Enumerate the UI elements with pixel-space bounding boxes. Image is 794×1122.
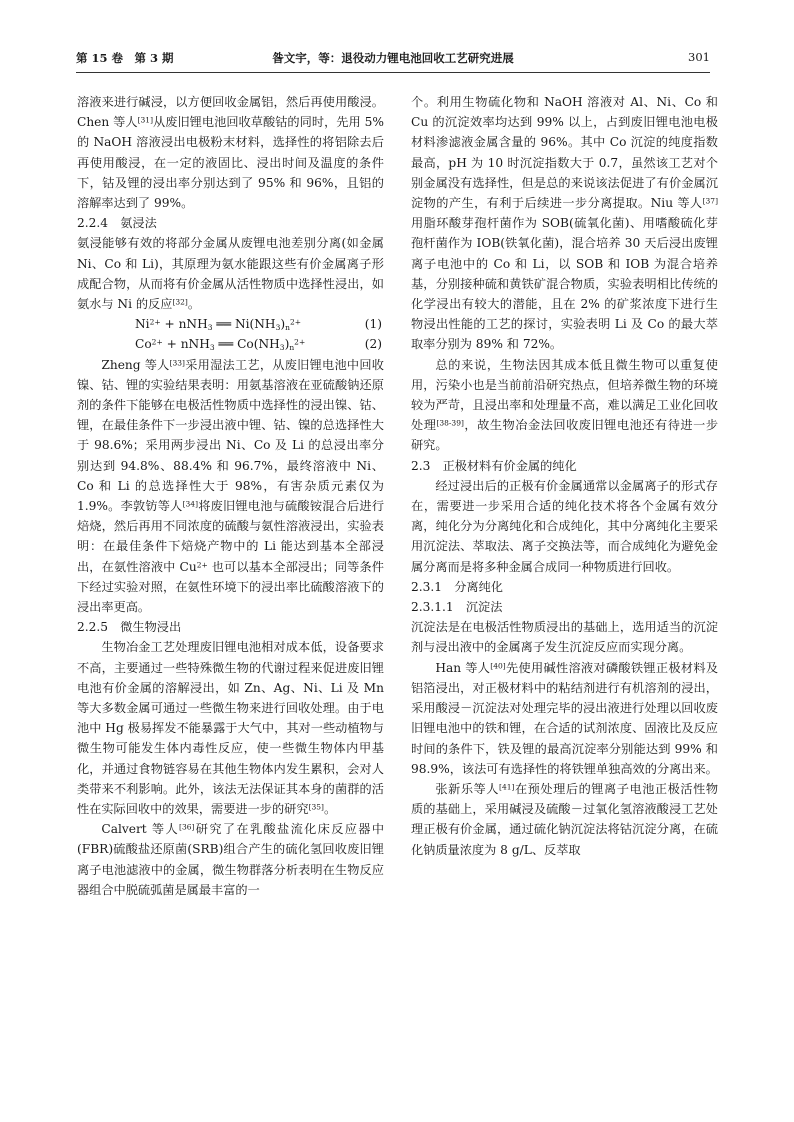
paragraph: 生物冶金工艺处理废旧锂电池相对成本低，设备要求不高，主要通过一些特殊微生物的代谢过程来促进废旧锂电池有价金属的溶解浸出，如 Zn、Ag、Ni、Li 及 Mn 等大多数金属可通过一些微生物来进行回收处理。由于电池中 Hg 极易挥发不能暴露于大气中，其对一些动植物与微生物可能发生体内毒性反应，使一些微生物体内甲基化，并通过食物链容易在其他生物体内发生累积，会对人类带来不利影响。此外，该法无法保证其本身的菌群的活性在实际回收中的效果，需要进一步的研究[35]。: [77, 640, 384, 817]
paragraph: Calvert 等人[36]研究了在乳酸盐流化床反应器中(FBR)硫酸盐还原菌(SRB)组合产生的硫化氢回收废旧锂离子电池滤液中的金属，微生物群落分析表明在生物反应器组合中脱硫弧菌是属最丰富的一: [77, 822, 385, 897]
paragraph: 沉淀法是在电极活性物质浸出的基础上，选用适当的沉淀剂与浸出液中的金属离子发生沉淀反应而实现分离。: [411, 620, 718, 655]
citation: [40]: [490, 660, 506, 670]
equation-1: $Ni^{2+} + nNH_3$ ══ $Ni(NH_3)_n^{2+}$ (1): [77, 314, 384, 334]
citation: [41]: [499, 782, 515, 792]
running-header: [76, 50, 710, 70]
paragraph: Zheng 等人[33]采用湿法工艺，从废旧锂电池中回收镍、钴、锂的实验结果表明：用氨基溶液在亚硫酸钠还原剂的条件下能够在电极活性物质中选择性的浸出镍、钴、锂，在最佳条件下一步浸出液中锂、钴、镍的总选择性大于 98.6%；采用两步浸出 Ni、Co 及 Li 的总浸出率分别达到 94.8%、88.4% 和 96.7%，最终溶液中 Ni、Co 和 Li 的总选择性大于 98%，有害杂质元素仅为 1.9%。李敦钫等人[34]将废旧锂电池与硫酸铵混合后进行焙烧，然后再用不同浓度的硫酸与氨性溶液浸出，实验表明：在最佳条件下焙烧产物中的 Li 能达到基本全部浸出，在氨性溶液中 $Cu^{2+}$ 也可以基本全部浸出；同等条件下经过实验对照，在氨性环境下的浸出率比硫酸溶液下的浸出率更高。: [77, 357, 385, 615]
equation-number: (2): [364, 337, 382, 352]
citation: [38-39]: [436, 418, 464, 428]
paragraph: Han 等人[40]先使用碱性溶液对磷酸铁锂正极材料及铝箔浸出，对正极材料中的粘结剂进行有机溶剂的浸出，采用酸浸－沉淀法对处理完毕的浸出液进行处理以回收废旧锂电池中的铁和锂，在合适的试剂浓度、固液比及反应时间的条件下，铁及锂的最高沉淀率分别能达到 99% 和 98.9%，该法可有选择性的将铁锂单独高效的分离出来。: [411, 660, 719, 776]
page-number: 301: [688, 50, 710, 64]
equation-number: (1): [364, 317, 382, 332]
paragraph: 氨浸能够有效的将部分金属从废锂电池差别分离(如金属 Ni、Co 和 Li)，其原理为氨水能跟这些有价金属离子形成配合物，从而将有价金属从活性物质中选择性浸出，如氨水与 Ni 的反应[32]。: [77, 236, 384, 312]
left-column: [77, 92, 384, 900]
paragraph: 总的来说，生物法因其成本低且微生物可以重复使用，污染小也是当前前沿研究热点，但培养微生物的环境较为严苛，且浸出率和处理量不高，难以满足工业化回收处理[38-39]，故生物冶金法回收废旧锂电池还有待进一步研究。: [411, 357, 719, 453]
section-heading-2-2-4: 2.2.4 氨浸法: [77, 216, 157, 231]
equation-2: $Co^{2+} + nNH_3$ ══ $Co(NH_3)_n^{2+}$ (2): [77, 334, 384, 354]
citation: [34]: [182, 499, 198, 509]
paragraph: 经过浸出后的正极有价金属通常以金属离子的形式存在，需要进一步采用合适的纯化技术将各个金属有效分离，纯化分为分离纯化和合成纯化，其中分离纯化主要采用沉淀法、萃取法、离子交换法等，而合成纯化为避免金属分离而是将多种金属合成同一种物质进行回收。: [411, 478, 718, 574]
citation: [33]: [169, 357, 185, 367]
paragraph: 张新乐等人[41]在预处理后的锂离子电池正极活性物质的基础上，采用碱浸及硫酸－过氧化氢溶液酸浸工艺处理正极有价金属，通过硫化钠沉淀法将钴沉淀分离，在硫化钠质量浓度为 8 g/L、反萃取: [411, 781, 719, 857]
citation: [31]: [137, 115, 153, 125]
header-rule: [76, 72, 710, 73]
running-title: 昝文宇，等：退役动力锂电池回收工艺研究进展: [272, 51, 514, 65]
citation: [35]: [308, 802, 324, 812]
citation: [37]: [702, 196, 718, 206]
paragraph: 个。利用生物硫化物和 NaOH 溶液对 Al、Ni、Co 和 Cu 的沉淀效率均达到 99% 以上，占到废旧锂电池电极材料渗滤液金属含量的 96%。其中 Co 沉淀的纯度指数最高，pH 为 10 时沉淀指数大于 0.7，虽然该工艺对个别金属没有选择性，但是总的来说该法促进了有价金属沉淀物的产生，有利于后续进一步分离提取。Niu 等人[37]用脂环酸芽孢杆菌作为 SOB(硫氧化菌)、用嗜酸硫化芽孢杆菌作为 IOB(铁氧化菌)，混合培养 30 天后浸出废锂离子电池中的 Co 和 Li，以 SOB 和 IOB 为混合培养基，分别接种硫和黄铁矿混合物质，实验表明相比传统的化学浸出有较大的潜能，且在 2% 的矿浆浓度下进行生物浸出性能的工艺的探讨，实验表明 Li 及 Co 的最大萃取率分别为 89% 和 72%。: [411, 95, 718, 352]
citation: [32]: [172, 297, 188, 307]
section-heading-2-3-1: 2.3.1 分离纯化: [411, 579, 503, 594]
section-heading-2-3: 2.3 正极材料有价金属的纯化: [411, 458, 577, 473]
paragraph: 溶液来进行碱浸，以方便回收金属铝，然后再使用酸浸。Chen 等人[31]从废旧锂电池回收草酸钴的同时，先用 5% 的 NaOH 溶液浸出电极粉末材料，选择性的将铝除去后再使用酸浸，在一定的液固比、浸出时间及温度的条件下，钴及锂的浸出率分别达到了 95% 和 96%，且铝的溶解率达到了 99%。: [77, 95, 384, 211]
section-heading-2-3-1-1: 2.3.1.1 沉淀法: [411, 600, 503, 615]
journal-volume-issue: 第 15 卷 第 3 期: [76, 51, 174, 65]
right-column: [411, 92, 718, 860]
citation: [36]: [179, 822, 195, 832]
section-heading-2-2-5: 2.2.5 微生物浸出: [77, 620, 182, 635]
